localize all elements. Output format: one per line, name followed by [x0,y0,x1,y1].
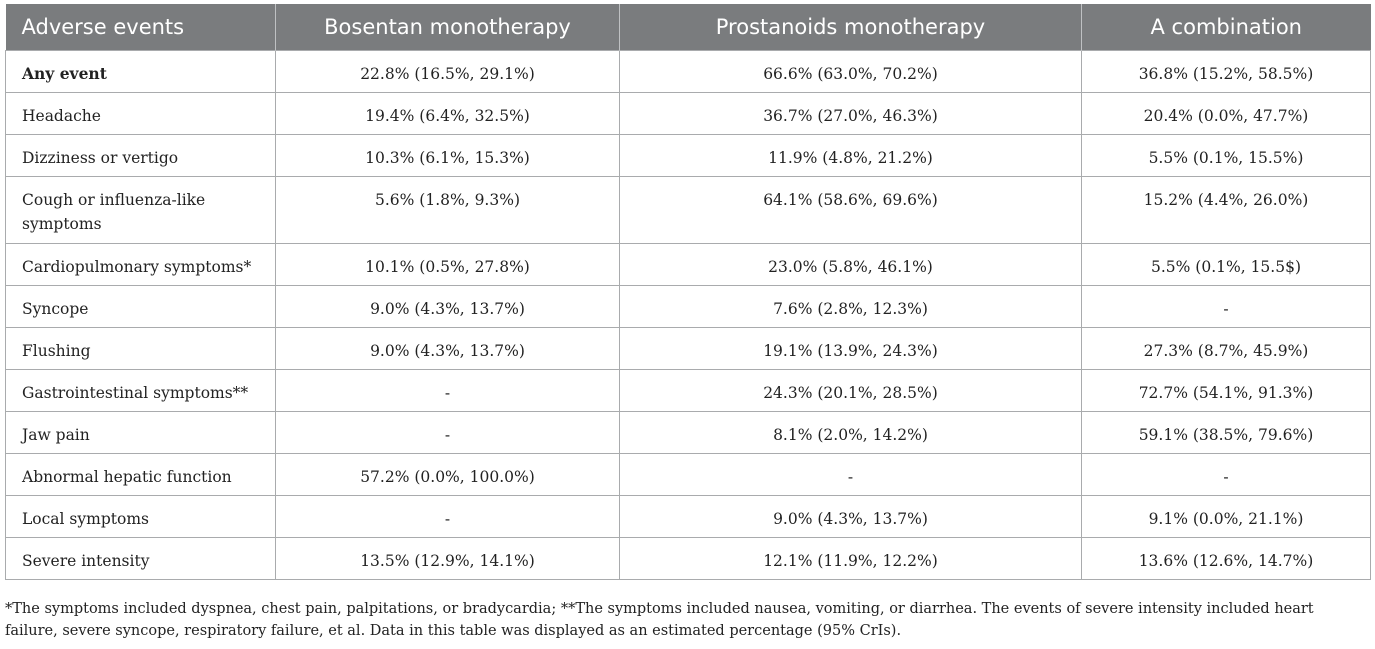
table-row [6,51,1371,93]
table-row [6,370,1371,412]
event-name: Any event [6,51,276,93]
combination-value: - [1082,286,1371,328]
table-row [6,496,1371,538]
table-footnote: *The symptoms included dyspnea, chest pain, palpitations, or bradycardia; **The symptoms included nausea, vomiting, or diarrhea. The events of severe intensity included heart failure, severe syncope, respiratory failure, et al. Data in this table was displayed as an estimated percentage (95% CrIs). [5,601,1314,639]
header-combination: A combination [1082,4,1371,51]
bosentan-value: 13.5% (12.9%, 14.1%) [276,538,620,580]
prostanoids-value: 9.0% (4.3%, 13.7%) [620,496,1082,538]
table-header-row [6,4,1371,51]
adverse-events-table [5,4,1371,580]
table-row [6,244,1371,286]
event-name: Severe intensity [6,538,276,580]
combination-value: 15.2% (4.4%, 26.0%) [1082,177,1371,244]
prostanoids-value: 24.3% (20.1%, 28.5%) [620,370,1082,412]
bosentan-value: 22.8% (16.5%, 29.1%) [276,51,620,93]
event-name: Jaw pain [6,412,276,454]
table-row [6,177,1371,244]
bosentan-value: 5.6% (1.8%, 9.3%) [276,177,620,244]
bosentan-value: - [276,412,620,454]
bosentan-value: 9.0% (4.3%, 13.7%) [276,328,620,370]
combination-value: - [1082,454,1371,496]
event-name: Headache [6,93,276,135]
prostanoids-value: 23.0% (5.8%, 46.1%) [620,244,1082,286]
prostanoids-value: 64.1% (58.6%, 69.6%) [620,177,1082,244]
event-name: Abnormal hepatic function [6,454,276,496]
header-adverse-events: Adverse events [6,4,276,51]
event-name: Local symptoms [6,496,276,538]
prostanoids-value: 19.1% (13.9%, 24.3%) [620,328,1082,370]
combination-value: 13.6% (12.6%, 14.7%) [1082,538,1371,580]
table-row [6,538,1371,580]
header-bosentan: Bosentan monotherapy [276,4,620,51]
table-row [6,454,1371,496]
event-name: Cough or influenza-like symptoms [6,177,276,244]
combination-value: 59.1% (38.5%, 79.6%) [1082,412,1371,454]
event-name: Flushing [6,328,276,370]
event-name: Gastrointestinal symptoms** [6,370,276,412]
prostanoids-value: 8.1% (2.0%, 14.2%) [620,412,1082,454]
bosentan-value: - [276,370,620,412]
table-row [6,412,1371,454]
combination-value: 27.3% (8.7%, 45.9%) [1082,328,1371,370]
table-row [6,328,1371,370]
table-row [6,93,1371,135]
header-prostanoids: Prostanoids monotherapy [620,4,1082,51]
bosentan-value: 19.4% (6.4%, 32.5%) [276,93,620,135]
prostanoids-value: 11.9% (4.8%, 21.2%) [620,135,1082,177]
bosentan-value: 57.2% (0.0%, 100.0%) [276,454,620,496]
combination-value: 20.4% (0.0%, 47.7%) [1082,93,1371,135]
table-row [6,286,1371,328]
combination-value: 5.5% (0.1%, 15.5%) [1082,135,1371,177]
event-name: Dizziness or vertigo [6,135,276,177]
bosentan-value: 10.3% (6.1%, 15.3%) [276,135,620,177]
combination-value: 72.7% (54.1%, 91.3%) [1082,370,1371,412]
event-name: Cardiopulmonary symptoms* [6,244,276,286]
prostanoids-value: 36.7% (27.0%, 46.3%) [620,93,1082,135]
event-name: Syncope [6,286,276,328]
prostanoids-value: - [620,454,1082,496]
prostanoids-value: 7.6% (2.8%, 12.3%) [620,286,1082,328]
bosentan-value: 10.1% (0.5%, 27.8%) [276,244,620,286]
bosentan-value: 9.0% (4.3%, 13.7%) [276,286,620,328]
table-row [6,135,1371,177]
bosentan-value: - [276,496,620,538]
combination-value: 36.8% (15.2%, 58.5%) [1082,51,1371,93]
prostanoids-value: 66.6% (63.0%, 70.2%) [620,51,1082,93]
combination-value: 9.1% (0.0%, 21.1%) [1082,496,1371,538]
prostanoids-value: 12.1% (11.9%, 12.2%) [620,538,1082,580]
combination-value: 5.5% (0.1%, 15.5$) [1082,244,1371,286]
